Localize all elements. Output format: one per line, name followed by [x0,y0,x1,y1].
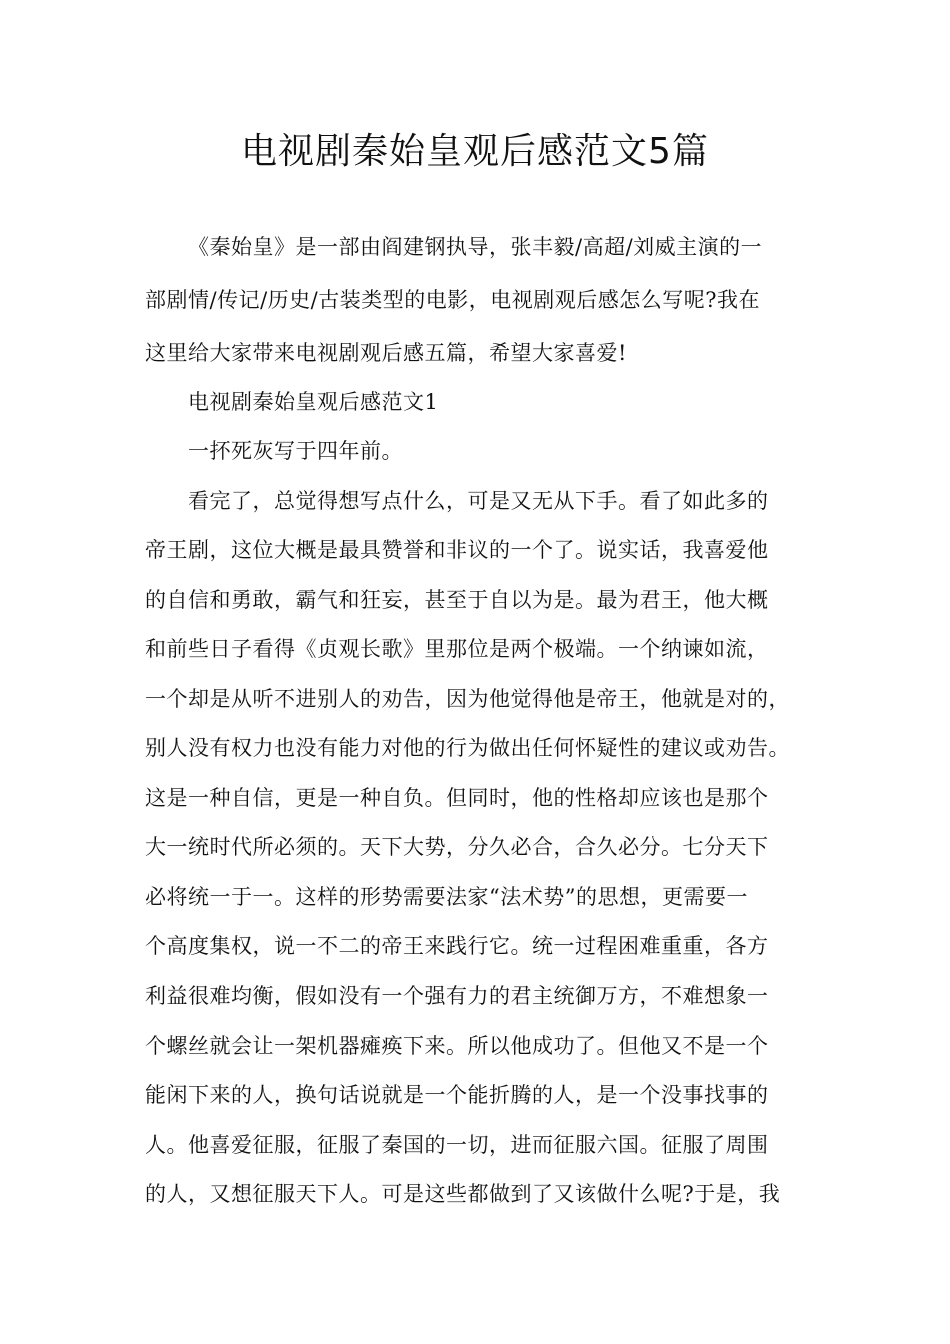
body-line: 大一统时代所必须的。天下大势，分久必合，合久必分。七分天下 [145,835,769,859]
document-title: 电视剧秦始皇观后感范文5篇 [241,131,709,172]
body-line: 别人没有权力也没有能力对他的行为做出任何怀疑性的建议或劝告。 [145,736,790,760]
body-line: 看完了，总觉得想写点什么，可是又无从下手。看了如此多的 [188,489,769,513]
body-line: 能闲下来的人，换句话说就是一个能折腾的人，是一个没事找事的 [145,1083,769,1107]
section-heading: 电视剧秦始皇观后感范文1 [188,390,439,414]
body-line: 的人，又想征服天下人。可是这些都做到了又该做什么呢?于是，我 [145,1182,781,1206]
body-line: 和前些日子看得《贞观长歌》里那位是两个极端。一个纳谏如流， [145,637,769,661]
body-line: 这是一种自信，更是一种自负。但同时，他的性格却应该也是那个 [145,786,769,810]
body-line: 必将统一于一。这样的形势需要法家“法术势”的思想，更需要一 [145,885,748,909]
body-line: 的自信和勇敢，霸气和狂妄，甚至于自以为是。最为君王，他大概 [145,588,769,612]
body-line: 帝王剧，这位大概是最具赞誉和非议的一个了。说实话，我喜爱他 [145,538,769,562]
body-line: 个高度集权，说一不二的帝王来践行它。统一过程困难重重，各方 [145,934,769,958]
body-line: 个螺丝就会让一架机器瘫痪下来。所以他成功了。但他又不是一个 [145,1034,769,1058]
body-line: 一个却是从听不进别人的劝告，因为他觉得他是帝王，他就是对的， [145,687,790,711]
body-line: 《秦始皇》是一部由阎建钢执导，张丰毅/高超/刘威主演的一 [188,235,763,259]
body-line: 部剧情/传记/历史/古装类型的电影，电视剧观后感怎么写呢?我在 [145,288,760,312]
body-line: 这里给大家带来电视剧观后感五篇，希望大家喜爱! [145,341,627,365]
body-line: 利益很难均衡，假如没有一个强有力的君主统御万方，不难想象一 [145,984,769,1008]
body-line: 一抔死灰写于四年前。 [188,439,403,463]
body-line: 人。他喜爱征服，征服了秦国的一切，进而征服六国。征服了周围 [145,1133,769,1157]
